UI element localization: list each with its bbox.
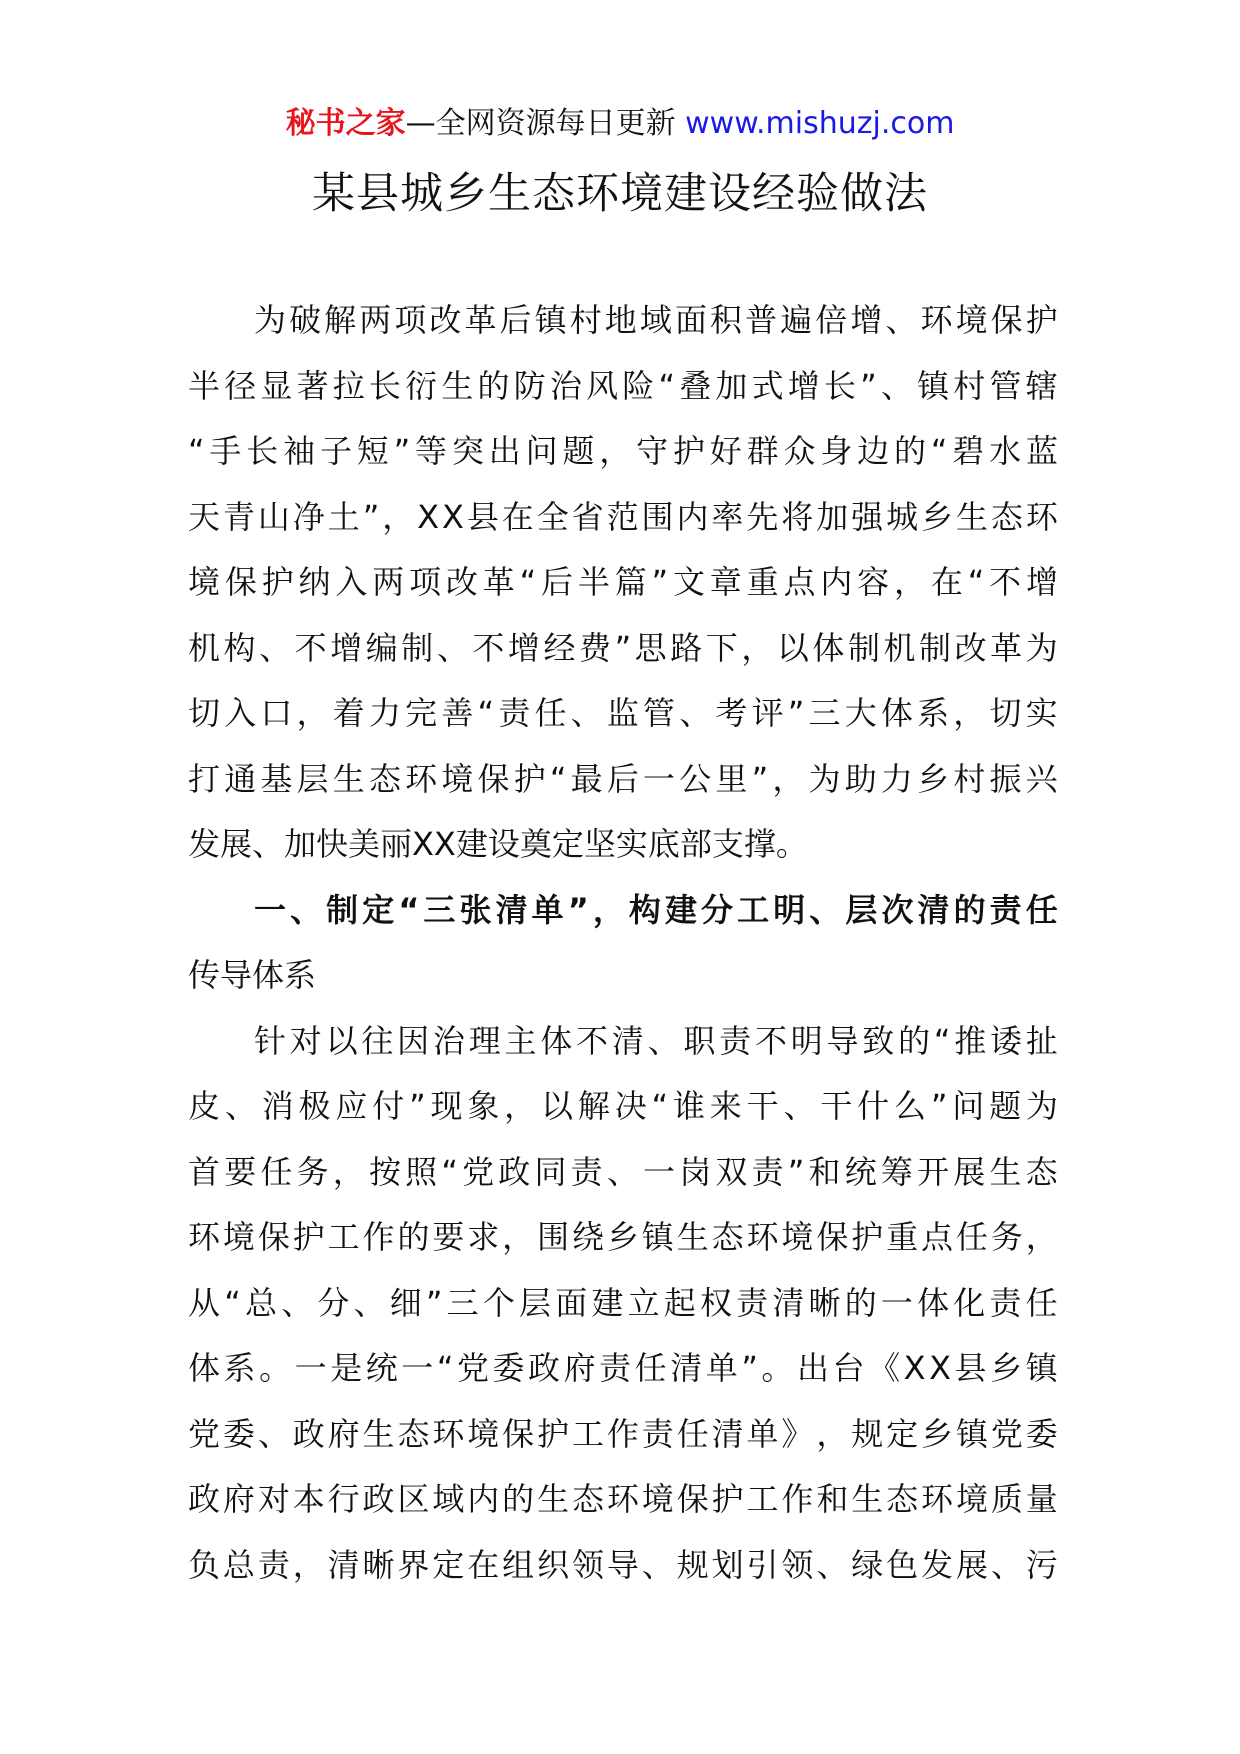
paragraph-1-line: 机 构 、 不 增 编 制 、 不 增 经 费 ” 思 路 下 ， 以 体 制 机 制 改 革 为 (188, 628, 1058, 667)
paragraph-2-line: 针 对 以 往 因 治 理 主 体 不 清 、 职 责 不 明 导 致 的 “ 推 诿 扯 (254, 1021, 1058, 1060)
paragraph-1-line: “ 手 长 袖 子 短 ” 等 突 出 问 题 ， 守 护 好 群 众 身 边 的 “ 碧 水 蓝 (188, 432, 1058, 470)
site-url-link[interactable]: www.mishuzj.com (685, 106, 955, 141)
paragraph-2-line: 政 府 对 本 行 政 区 域 内 的 生 态 环 境 保 护 工 作 和 生 态 环 境 质 量 (188, 1480, 1058, 1518)
header-banner (0, 104, 1240, 144)
paragraph-2-line: 体 系 。 一 是 统 一 “ 党 委 政 府 责 任 清 单 ” 。 出 台 《 X X 县 乡 镇 (188, 1349, 1058, 1387)
paragraph-2-line: 环 境 保 护 工 作 的 要 求 ， 围 绕 乡 镇 生 态 环 境 保 护 重 点 任 务 ， (188, 1218, 1058, 1256)
paragraph-1-line: 切 入 口 ， 着 力 完 善 “ 责 任 、 监 管 、 考 评 ” 三 大 体 系 ， 切 实 (188, 694, 1058, 732)
paragraph-2-line: 负 总 责 ， 清 晰 界 定 在 组 织 领 导 、 规 划 引 领 、 绿 色 发 展 、 污 (188, 1545, 1058, 1584)
paragraph-2-line: 党 委 、 政 府 生 态 环 境 保 护 工 作 责 任 清 单 》 ， 规 定 乡 镇 党 委 (188, 1414, 1058, 1453)
header-tagline: —全网资源每日更新 (405, 106, 676, 141)
paragraph-1-line: 打 通 基 层 生 态 环 境 保 护 “ 最 后 一 公 里 ” ， 为 助 力 乡 村 振 兴 (188, 759, 1058, 798)
brand-name: 秘书之家 (285, 106, 406, 141)
section-heading-line: 传导体系 (188, 956, 317, 994)
paragraph-2-line: 首 要 任 务 ， 按 照 “ 党 政 同 责 、 一 岗 双 责 ” 和 统 筹 开 展 生 态 (188, 1152, 1058, 1191)
document-title: 某县城乡生态环境建设经验做法 (312, 169, 928, 219)
paragraph-1-line: 天 青 山 净 土 ” ， X X 县 在 全 省 范 围 内 率 先 将 加 强 城 乡 生 态 环 (188, 497, 1058, 536)
paragraph-1-line: 境 保 护 纳 入 两 项 改 革 “ 后 半 篇 ” 文 章 重 点 内 容 ， 在 “ 不 增 (188, 563, 1058, 601)
paragraph-1-line: 半 径 显 著 拉 长 衍 生 的 防 治 风 险 “ 叠 加 式 增 长 ” 、 镇 村 管 辖 (188, 366, 1058, 405)
document-body (188, 288, 1058, 1598)
paragraph-2-line: 从 “ 总 、 分 、 细 ” 三 个 层 面 建 立 起 权 责 清 晰 的 一 体 化 责 任 (188, 1283, 1058, 1322)
paragraph-2-line: 皮 、 消 极 应 付 ” 现 象 ， 以 解 决 “ 谁 来 干 、 干 什 么 ” 问 题 为 (188, 1087, 1058, 1125)
paragraph-1-line: 为 破 解 两 项 改 革 后 镇 村 地 域 面 积 普 遍 倍 增 、 环 境 保 护 (254, 301, 1058, 339)
section-heading-line: 一 、 制 定 “ 三 张 清 单 ” ， 构 建 分 工 明 、 层 次 清 的 责 任 (254, 890, 1058, 929)
paragraph-1-line: 发展、加快美丽XX建设奠定坚实底部支撑。 (188, 825, 808, 863)
